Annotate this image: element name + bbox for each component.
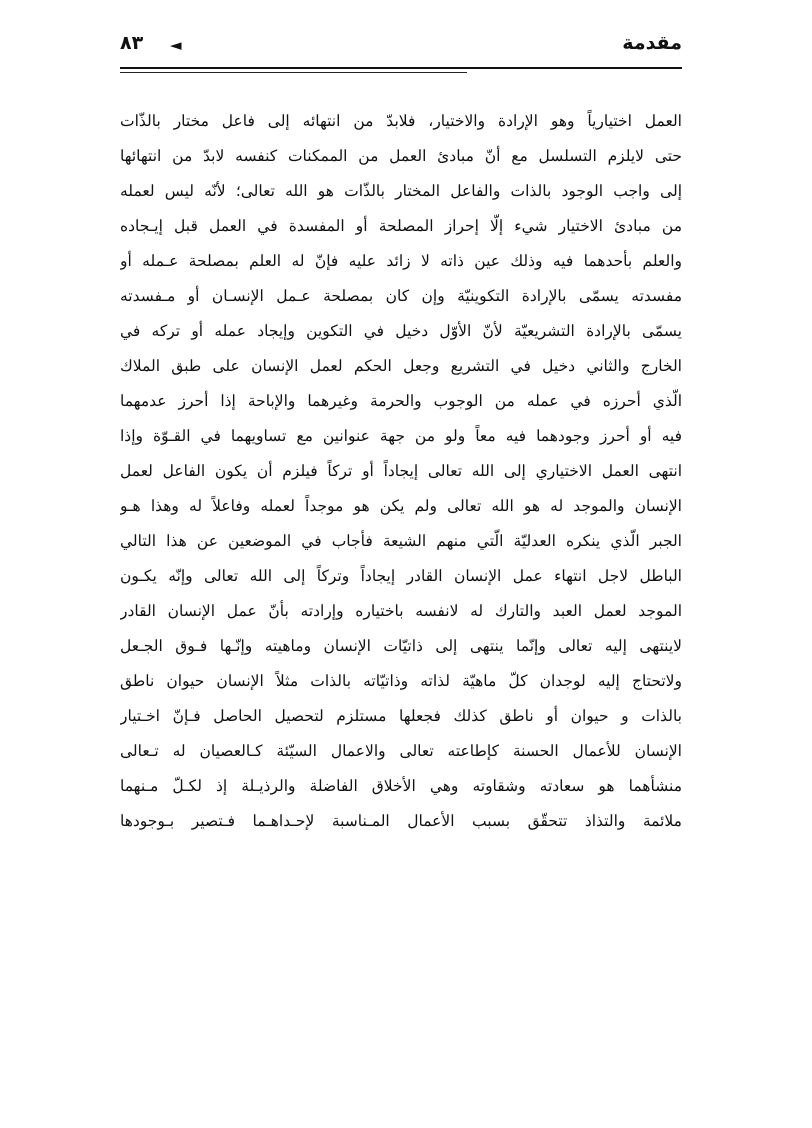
body-text [120, 104, 682, 839]
text-line: الجبر الّذي ينكره العدليّة الّتي منهم الشيعة فأجاب في الموضعين عن هذا التالي [120, 532, 682, 550]
text-line: الإنسان والموجد له هو الله تعالى ولم يكن هو موجداً لعمله وفاعلاً له وهذا هـو [120, 497, 682, 515]
text-line: ولاتحتاج إليه لوجدان كلّ ماهيّة لذاته وذاتيّاته بالذات مثلاً الإنسان حيوان ناطق [120, 672, 682, 690]
text-line: يسمّى بالإرادة التشريعيّة لأنّ الأوّل دخيل في التكوين وإيجاد عمله أو تركه في [120, 322, 682, 340]
text-line: حتى لايلزم التسلسل مع أنّ مبادئ العمل من الممكنات كنفسه لابدّ من انتهائها [120, 147, 682, 165]
header-rule [120, 67, 682, 69]
text-line: الّذي أحرزه في عمله من الوجوب والحرمة وغيرهما والإباحة إذا أحرز عدمهما [120, 392, 682, 410]
section-title: مقدمة [622, 32, 682, 54]
text-line: الخارج والثاني دخيل في التشريع وجعل الحكم لعمل الإنسان على طبق الملاك [120, 357, 682, 375]
page-header [120, 30, 682, 66]
text-line: والعلم بأحدهما فيه وذلك عين ذاته لا زائد عليه فإنّ له العلم بمصلحة عـمله أو [120, 252, 682, 270]
page-number: ٨٣ [120, 32, 144, 54]
text-line: فيه أو أحرز وجودهما فيه معاً ولو من جهة عنوانين مع تساويهما في القـوّة وإذا [120, 427, 682, 445]
text-line: لاينتهى إليه تعالى وإنّما ينتهى إلى ذاتيّات الإنسان وماهيته وإنّـها فـوق الجـعل [120, 637, 682, 655]
text-line: بالذات و حيوان أو ناطق كذلك فجعلها مستلزم لتحصيل الحاصل فـإنّ اخـتيار [120, 707, 682, 725]
text-line: مفسدته يسمّى بالإرادة التكوينيّة وإن كان بمصلحة عـمل الإنسـان أو مـفسدته [120, 287, 682, 305]
arrow-left-icon: ◄ [170, 36, 182, 54]
text-line: العمل اختيارياً وهو الإرادة والاختيار، فلابدّ من انتهائه إلى فاعل مختار بالذّات [120, 112, 682, 130]
text-line: الموجد لعمل العبد والتارك له لانفسه باختياره وإرادته بأنّ عمل الإنسان القادر [120, 602, 682, 620]
text-line: الباطل لاجل انتهاء عمل الإنسان القادر إيجاداً وتركاً إلى الله تعالى وإنّه يكـون [120, 567, 682, 585]
text-line: انتهى العمل الاختياري إلى الله تعالى إيجاداً أو تركاً فيلزم أن يكون الفاعل لعمل [120, 462, 682, 480]
text-line: ملائمة والتذاذ تتحقّق بسبب الأعمال المـناسبة لإحـداهـما فـتصير بـوجودها [120, 812, 682, 830]
text-line: إلى واجب الوجود بالذات والفاعل المختار بالذّات هو الله تعالى؛ لأنّه ليس لعمله [120, 182, 682, 200]
text-line: من مبادئ الاختيار شيء إلّا إحراز المصلحة أو المفسدة في العمل قبل إيـجاده [120, 217, 682, 235]
text-line: الإنسان للأعمال الحسنة كإطاعته تعالى والاعمال السيّئة كـالعصيان له تـعالى [120, 742, 682, 760]
text-line: منشأهما هو سعادته وشقاوته وهي الأخلاق الفاضلة والرذيـلة إذ لكـلّ مـنهما [120, 777, 682, 795]
header-sub-rule [120, 72, 467, 73]
